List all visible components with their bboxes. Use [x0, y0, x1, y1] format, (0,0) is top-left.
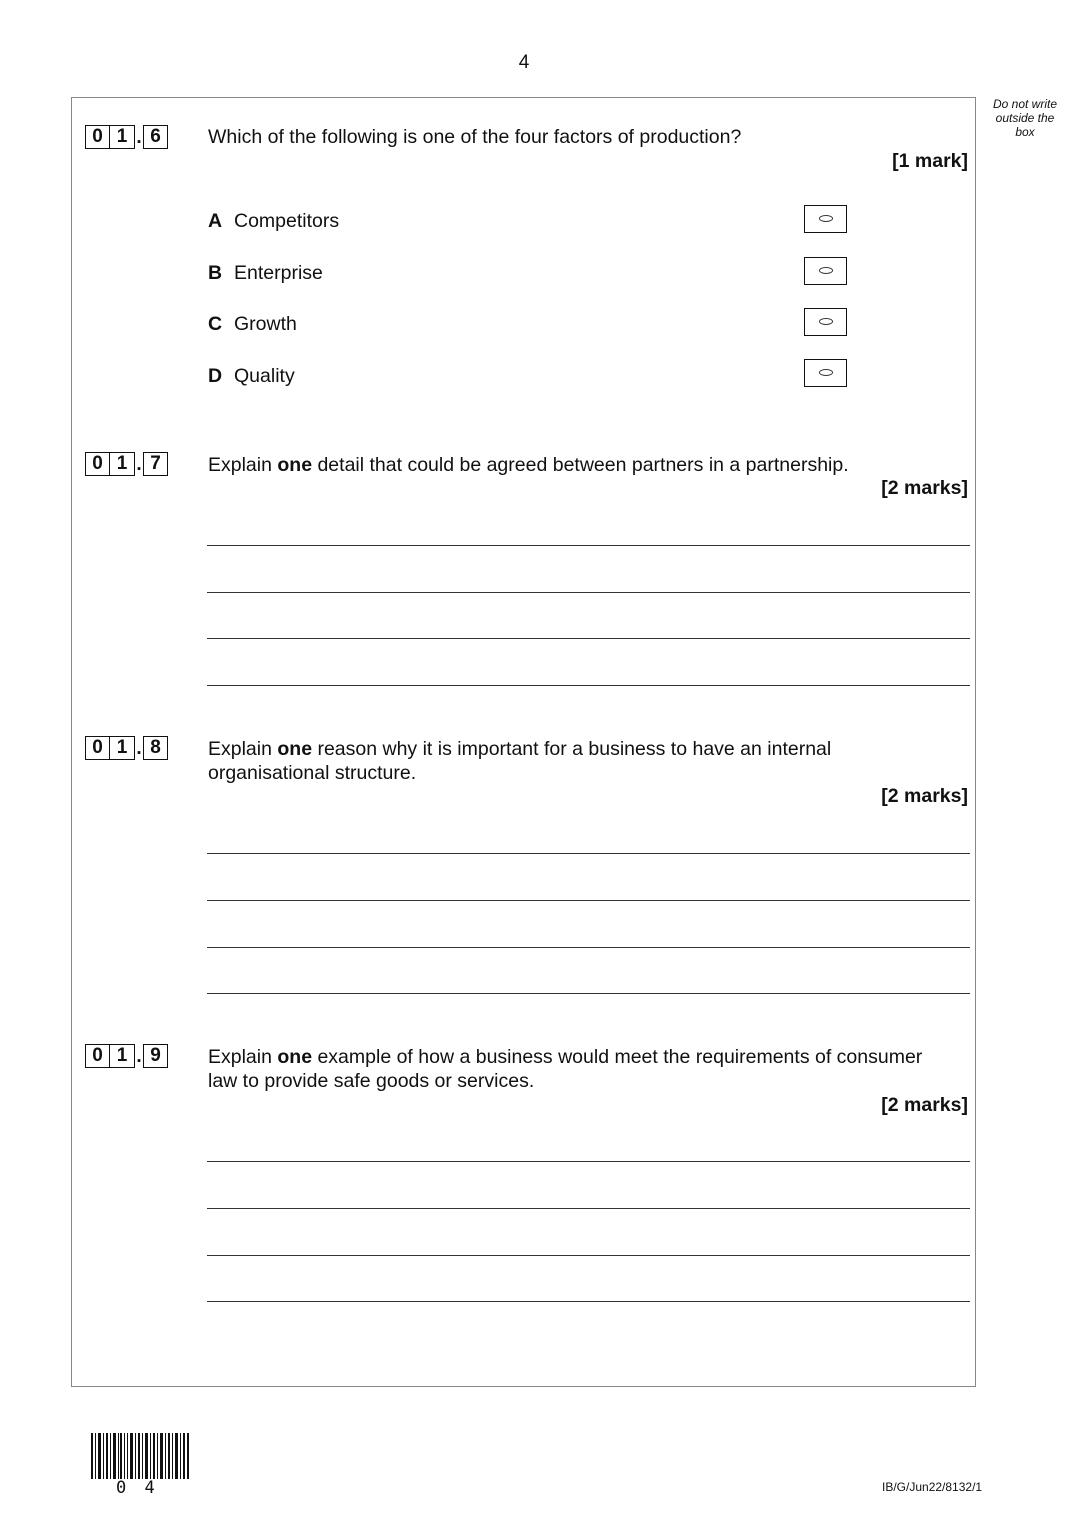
question-digit: 9: [143, 1044, 168, 1068]
barcode: [90, 1433, 190, 1479]
option-letter: B: [208, 262, 223, 284]
option-letter: A: [208, 210, 223, 232]
barcode-number: 0 4: [116, 1478, 159, 1498]
option-label: Growth: [234, 313, 297, 335]
question-digit: 8: [143, 736, 168, 760]
question-digit: 0: [85, 736, 110, 760]
option-label: Enterprise: [234, 262, 323, 284]
question-digit: 1: [110, 125, 135, 149]
answer-line[interactable]: [207, 545, 970, 546]
marks-01-7: [2 marks]: [881, 477, 968, 499]
answer-line[interactable]: [207, 1161, 970, 1162]
answer-line[interactable]: [207, 685, 970, 686]
margin-note: Do not write outside the box: [992, 97, 1058, 139]
question-digit: 0: [85, 452, 110, 476]
marks-01-8: [2 marks]: [881, 785, 968, 807]
answer-line[interactable]: [207, 947, 970, 948]
answer-line[interactable]: [207, 1208, 970, 1209]
answer-line[interactable]: [207, 993, 970, 994]
option-a-checkbox[interactable]: [804, 205, 847, 233]
question-digit: 1: [110, 1044, 135, 1068]
answer-line[interactable]: [207, 592, 970, 593]
question-number-01-7: 0 1 . 7: [85, 450, 168, 476]
option-letter: C: [208, 313, 223, 335]
answer-line[interactable]: [207, 1301, 970, 1302]
option-d-checkbox[interactable]: [804, 359, 847, 387]
marks-01-9: [2 marks]: [881, 1094, 968, 1116]
oval-icon: [819, 215, 833, 222]
option-c: [208, 313, 297, 336]
option-c-checkbox[interactable]: [804, 308, 847, 336]
option-a: [208, 210, 339, 233]
question-digit: 0: [85, 125, 110, 149]
option-label: Competitors: [234, 210, 340, 232]
question-number-01-9: 0 1 . 9: [85, 1042, 168, 1068]
question-digit: 1: [110, 736, 135, 760]
question-number-01-8: 0 1 . 8: [85, 734, 168, 760]
question-digit: 6: [143, 125, 168, 149]
question-number-01-6: 0 1 . 6: [85, 123, 168, 149]
oval-icon: [819, 318, 833, 325]
option-d: [208, 365, 295, 388]
question-text-01-9: Explain one example of how a business would meet the requirements of consumer law to provide safe goods or services.: [208, 1046, 923, 1092]
oval-icon: [819, 369, 833, 376]
answer-line[interactable]: [207, 1255, 970, 1256]
marks-01-6: [1 mark]: [892, 150, 968, 172]
question-text-01-7: Explain one detail that could be agreed between partners in a partnership.: [208, 454, 849, 476]
option-label: Quality: [234, 365, 295, 387]
question-text-01-6: Which of the following is one of the four factors of production?: [208, 126, 742, 148]
question-text-01-8: Explain one reason why it is important for a business to have an internal organisational structure.: [208, 738, 832, 784]
answer-line[interactable]: [207, 900, 970, 901]
option-b-checkbox[interactable]: [804, 257, 847, 285]
oval-icon: [819, 267, 833, 274]
option-b: [208, 262, 323, 285]
question-digit: 7: [143, 452, 168, 476]
answer-line[interactable]: [207, 638, 970, 639]
question-digit: 0: [85, 1044, 110, 1068]
footer-code: IB/G/Jun22/8132/1: [882, 1480, 983, 1494]
page-number: 4: [518, 52, 530, 73]
question-digit: 1: [110, 452, 135, 476]
option-letter: D: [208, 365, 223, 387]
answer-line[interactable]: [207, 853, 970, 854]
